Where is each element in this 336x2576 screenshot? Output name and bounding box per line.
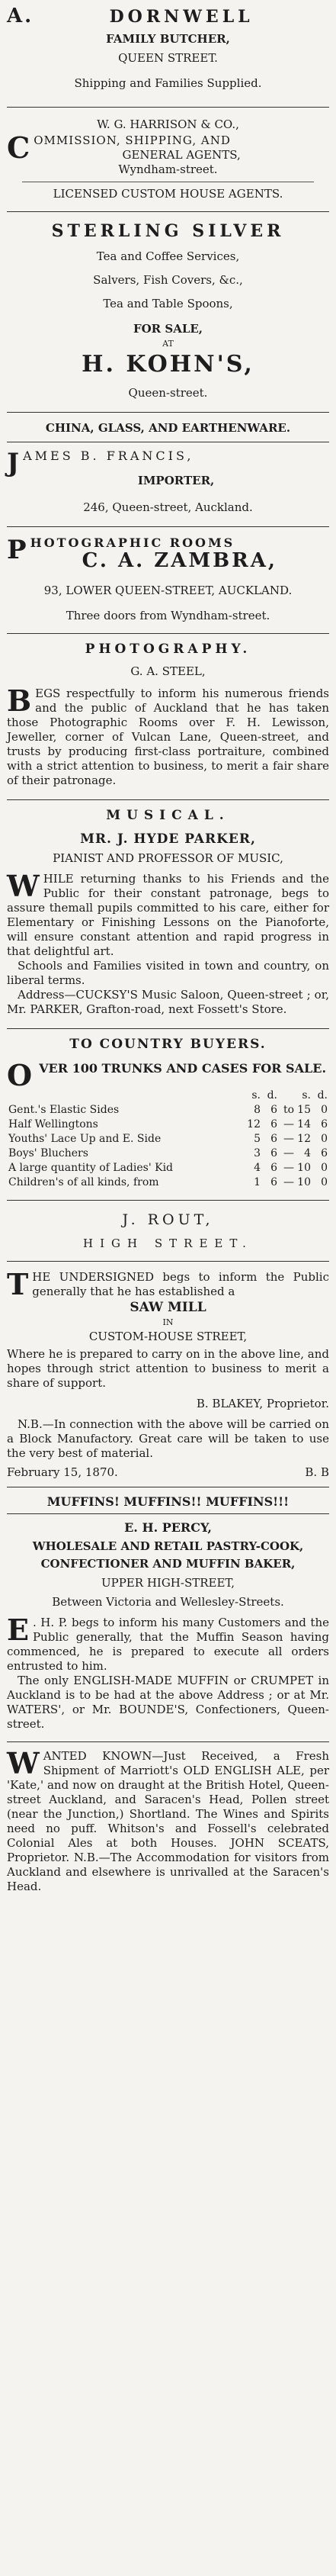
ad-kohn xyxy=(5,218,331,404)
kohn-heading: STERLING SILVER xyxy=(51,221,285,241)
steel-drop-cap: B xyxy=(7,683,32,718)
price-value: 6 xyxy=(270,1176,277,1188)
percy-name: E. H. PERCY, xyxy=(124,1520,212,1535)
parker-title: PIANIST AND PROFESSOR OF MUSIC, xyxy=(53,851,283,865)
kohn-at: AT xyxy=(162,339,174,349)
kohn-name: H. KOHN'S, xyxy=(82,351,254,378)
ad-country-buyers xyxy=(5,1035,331,1194)
ad-steel xyxy=(5,640,331,792)
dornwell-initial: A. xyxy=(7,5,34,27)
harrison-line2: GENERAL AGENTS, xyxy=(122,148,241,162)
ad-zambra xyxy=(5,533,331,627)
dornwell-note: Shipping and Families Supplied. xyxy=(74,76,262,90)
dornwell-trade: FAMILY BUTCHER, xyxy=(106,32,230,46)
price-row xyxy=(7,1161,329,1175)
ad-rout xyxy=(5,1207,331,1255)
kohn-for-sale: FOR SALE, xyxy=(133,322,203,336)
price-value: 6 xyxy=(270,1147,277,1159)
francis-address: 246, Queen-street, Auckland. xyxy=(83,500,253,514)
price-value: 4 xyxy=(304,1147,311,1159)
ad-parker xyxy=(5,806,331,1021)
price-value: 14 xyxy=(297,1118,311,1130)
percy-drop-cap: E xyxy=(7,1613,29,1647)
rout-street: HIGH STREET. xyxy=(83,1237,253,1250)
blakey-drop-cap: T xyxy=(7,1267,29,1301)
blakey-in: IN xyxy=(162,1317,174,1327)
francis-top: CHINA, GLASS, AND EARTHENWARE. xyxy=(45,421,291,435)
blakey-nb: N.B.—In connection with the above will be carried on a Block Manufactory. Great care will be taken to use the very best of material. xyxy=(7,1417,329,1460)
parker-body: HILE returning thanks to his Friends and the Public for their constant patronage, begs to assure themall pupils committed to his care, either for Elementary or Finishing Lessons on the Pianoforte, will ensure constant attention and rapid progress in that delightful art. xyxy=(7,872,329,958)
ad-dornwell xyxy=(5,3,331,95)
percy-body: . H. P. begs to inform his many Customers and the Public generally, that the Muffin Season having commenced, he is prepared to execute all orders entrusted to him. xyxy=(7,1616,329,1673)
kohn-street: Queen-street. xyxy=(128,386,208,400)
price-value: 10 xyxy=(297,1162,311,1174)
price-dash: to xyxy=(283,1104,294,1116)
price-item: Half Wellingtons xyxy=(8,1118,98,1130)
steel-heading: PHOTOGRAPHY. xyxy=(85,642,251,657)
col-head: d. xyxy=(267,1089,277,1101)
ad-blakey xyxy=(5,1268,331,1484)
newspaper-column xyxy=(5,0,331,1898)
zambra-address: 93, LOWER QUEEN-STREET, AUCKLAND. xyxy=(43,584,293,597)
harrison-street: Wyndham-street. xyxy=(118,162,218,176)
parker-body2: Schools and Families visited in town and country, on liberal terms. xyxy=(7,959,329,987)
rout-name: J. ROUT, xyxy=(122,1211,214,1228)
price-value: 0 xyxy=(321,1162,328,1174)
price-value: 5 xyxy=(254,1133,261,1145)
blakey-body: Where he is prepared to carry on in the above line, and hopes through strict attention to business to merit a share of support. xyxy=(7,1347,329,1390)
price-item: Boys' Bluchers xyxy=(8,1147,88,1159)
price-value: 12 xyxy=(247,1118,261,1130)
zambra-drop-cap: P xyxy=(7,535,27,565)
divider xyxy=(7,799,329,800)
price-item: Youths' Lace Up and E. Side xyxy=(8,1133,162,1145)
dornwell-street: QUEEN STREET. xyxy=(118,51,218,65)
percy-trade2: CONFECTIONER AND MUFFIN BAKER, xyxy=(40,1557,296,1571)
price-dash: — xyxy=(283,1162,294,1174)
price-row xyxy=(7,1132,329,1146)
harrison-drop-cap: C xyxy=(7,130,30,165)
parker-body3: Address—CUCKSY'S Music Saloon, Queen-street ; or, Mr. PARKER, Grafton-road, next Fossett's Store. xyxy=(7,988,329,1016)
wanted-body: ANTED KNOWN—Just Received, a Fresh Shipment of Marriott's OLD ENGLISH ALE, per 'Kate,' and now on draught at the British Hotel, Queen-street Auckland, and Saracen's Head, Pollen street (near the Junction,) Shortland. The Wines and Spirits need no puff. Whitson's and Fossell's celebrated Colonial Ales at both Houses. JOHN SCEATS, Proprietor. N.B.—The Accommodation for visitors from Auckland and elsewhere is unrivalled at the Saracen's Head. xyxy=(7,1749,329,1893)
price-value: 12 xyxy=(297,1133,311,1145)
price-item: Gent.'s Elastic Sides xyxy=(8,1104,120,1116)
price-value: 6 xyxy=(321,1147,328,1159)
parker-heading: MUSICAL. xyxy=(106,808,230,823)
blakey-initials: B. B xyxy=(305,1465,329,1479)
blakey-street: CUSTOM-HOUSE STREET, xyxy=(88,1330,248,1343)
price-dash: — xyxy=(283,1118,294,1130)
zambra-heading: HOTOGRAPHIC ROOMS xyxy=(30,535,235,550)
blakey-signature: B. BLAKEY, Proprietor. xyxy=(196,1397,329,1410)
divider xyxy=(7,211,329,212)
col-head: s. xyxy=(302,1089,311,1101)
price-value: 0 xyxy=(321,1176,328,1188)
country-heading: TO COUNTRY BUYERS. xyxy=(69,1037,267,1052)
price-value: 4 xyxy=(254,1162,261,1174)
ad-francis xyxy=(5,419,331,519)
price-table xyxy=(7,1089,329,1190)
percy-banner: MUFFINS! MUFFINS!! MUFFINS!!! xyxy=(46,1494,290,1509)
blakey-mill: SAW MILL xyxy=(130,1300,206,1315)
price-item: Children's of all kinds, from xyxy=(8,1176,159,1188)
zambra-note: Three doors from Wyndham-street. xyxy=(66,609,270,622)
blakey-date: February 15, 1870. xyxy=(7,1465,118,1479)
parker-drop-cap: W xyxy=(7,869,40,903)
divider xyxy=(7,1513,329,1514)
harrison-name: W. G. HARRISON & CO., xyxy=(97,117,239,131)
price-item: A large quantity of Ladies' Kid xyxy=(8,1162,174,1174)
percy-body2: The only ENGLISH-MADE MUFFIN or CRUMPET in Auckland is to be had at the above Address ; or at Mr. WATERS', or Mr. BOUNDE'S, Confectioners, Queen-street. xyxy=(7,1674,329,1731)
price-dash: — xyxy=(283,1133,294,1145)
country-drop-cap: O xyxy=(7,1058,33,1092)
harrison-footer: LICENSED CUSTOM HOUSE AGENTS. xyxy=(53,187,283,201)
francis-drop-cap: J xyxy=(7,448,20,478)
divider xyxy=(7,1028,329,1029)
col-head: d. xyxy=(317,1089,328,1101)
divider xyxy=(7,633,329,634)
dornwell-name: DORNWELL xyxy=(109,7,254,27)
price-value: 3 xyxy=(254,1147,261,1159)
divider xyxy=(7,526,329,527)
divider xyxy=(7,1741,329,1742)
kohn-item: Tea and Table Spoons, xyxy=(103,297,233,310)
price-row xyxy=(7,1118,329,1132)
price-value: 15 xyxy=(297,1104,311,1116)
price-value: 6 xyxy=(270,1133,277,1145)
percy-between: Between Victoria and Wellesley-Streets. xyxy=(52,1595,284,1609)
price-value: 10 xyxy=(297,1176,311,1188)
price-value: 6 xyxy=(270,1118,277,1130)
price-value: 6 xyxy=(270,1104,277,1116)
price-row xyxy=(7,1175,329,1190)
zambra-name: C. A. ZAMBRA, xyxy=(82,549,277,572)
kohn-item: Tea and Coffee Services, xyxy=(96,249,240,263)
wanted-drop-cap: W xyxy=(7,1746,40,1780)
divider xyxy=(7,107,329,108)
price-value: 1 xyxy=(254,1176,261,1188)
price-table-header xyxy=(7,1089,329,1103)
francis-role: IMPORTER, xyxy=(137,474,215,487)
price-value: 6 xyxy=(270,1162,277,1174)
ad-percy xyxy=(5,1492,331,1735)
steel-body: EGS respectfully to inform his numerous friends and the public of Auckland that he has taken those Photographic Rooms over F. H. Lewisson, Jeweller, corner of Vulcan Lane, Queen-street, and trusts by producing first-class portraiture, combined with a strict attention to business, to merit a fair share of their patronage. xyxy=(7,687,329,787)
price-dash: — xyxy=(283,1176,294,1188)
steel-name: G. A. STEEL, xyxy=(130,664,206,678)
percy-trade1: WHOLESALE AND RETAIL PASTRY-COOK, xyxy=(32,1539,304,1553)
blakey-line1: HE UNDERSIGNED begs to inform the Public generally that he has established a xyxy=(32,1270,329,1298)
price-dash: — xyxy=(283,1147,294,1159)
price-value: 0 xyxy=(321,1133,328,1145)
price-value: 6 xyxy=(321,1118,328,1130)
percy-street: UPPER HIGH-STREET, xyxy=(101,1576,235,1590)
price-value: 0 xyxy=(321,1104,328,1116)
price-row xyxy=(7,1146,329,1161)
francis-name: AMES B. FRANCIS, xyxy=(23,449,194,463)
harrison-line1: OMMISSION, SHIPPING, AND xyxy=(34,133,231,147)
price-row xyxy=(7,1103,329,1118)
divider xyxy=(7,1261,329,1262)
divider xyxy=(7,412,329,413)
price-value: 8 xyxy=(254,1104,261,1116)
divider xyxy=(7,1200,329,1201)
kohn-item: Salvers, Fish Covers, &c., xyxy=(93,273,243,287)
ad-harrison xyxy=(5,115,331,205)
col-head: s. xyxy=(251,1089,261,1101)
country-intro: VER 100 TRUNKS AND CASES FOR SALE. xyxy=(39,1061,327,1076)
ad-wanted-known xyxy=(5,1747,331,1898)
parker-name: MR. J. HYDE PARKER, xyxy=(80,831,256,847)
